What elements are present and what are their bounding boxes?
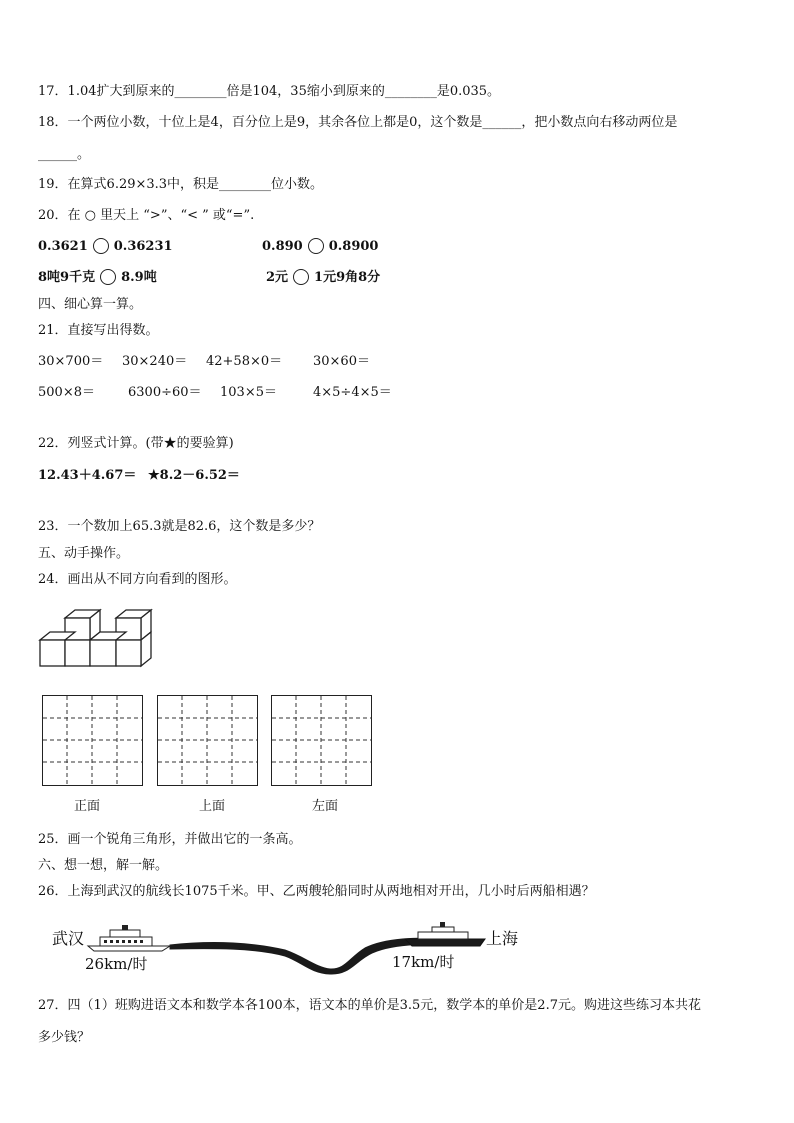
compare-right: 8.9吨: [121, 270, 157, 285]
arith-item: 30×700＝: [38, 354, 104, 369]
vertical-calc-item: ★8.2－6.52＝: [148, 468, 240, 483]
left-speed-label: 26km/时: [85, 955, 148, 973]
arith-item: 30×60＝: [313, 354, 370, 369]
arith-item: 103×5＝: [220, 385, 277, 400]
compare-circle[interactable]: [93, 238, 109, 254]
compare-left: 0.3621: [38, 239, 88, 254]
question-27: 27．四（1）班购进语文本和数学本各100本，语文本的单价是3.5元，数学本的单价是2.7元。购进这些练习本共花: [38, 998, 701, 1013]
section-4-heading: 四、细心算一算。: [38, 297, 143, 312]
question-27-continued: 多少钱？: [38, 1030, 91, 1045]
cube-stack-figure: [38, 608, 153, 668]
arith-item: 4×5÷4×5＝: [313, 385, 392, 400]
question-18-continued: ______。: [38, 147, 91, 162]
shanghai-label: 上海: [486, 929, 519, 948]
top-view-caption: 上面: [199, 799, 226, 814]
compare-item: [266, 269, 380, 287]
question-25: 25．画一个锐角三角形，并做出它的一条高。: [38, 832, 302, 847]
section-6-heading: 六、想一想，解一解。: [38, 858, 169, 873]
question-23: 23．一个数加上65.3就是82.6，这个数是多少？: [38, 519, 321, 534]
left-view-caption: 左面: [312, 799, 339, 814]
question-22: 22．列竖式计算。(带★的要验算): [38, 436, 234, 451]
question-18: 18．一个两位小数，十位上是4，百分位上是9，其余各位上都是0，这个数是______，把小数点向右移动两位是: [38, 115, 678, 130]
question-21: 21．直接写出得数。: [38, 323, 159, 338]
right-speed-label: 17km/时: [392, 953, 455, 971]
compare-right: 0.8900: [328, 239, 379, 254]
question-17: 17．1.04扩大到原来的________倍是104，35缩小到原来的________是0.035。: [38, 84, 501, 99]
arith-item: 30×240＝: [122, 354, 188, 369]
arith-item: 6300÷60＝: [128, 385, 202, 400]
right-ship-icon: [405, 922, 485, 946]
compare-left: 0.890: [262, 239, 303, 254]
compare-circle[interactable]: [100, 269, 116, 285]
top-view-grid[interactable]: [157, 695, 258, 786]
vertical-calc-item: 12.43＋4.67＝: [38, 468, 137, 483]
left-ship-icon: [88, 925, 170, 951]
front-view-grid[interactable]: [42, 695, 143, 786]
wuhan-label: 武汉: [52, 929, 85, 948]
left-view-grid[interactable]: [271, 695, 372, 786]
arith-item: 42+58×0＝: [206, 354, 283, 369]
question-26: 26．上海到武汉的航线长1075千米。甲、乙两艘轮船同时从两地相对开出，几小时后两船相遇？: [38, 884, 595, 899]
compare-left: 8吨9千克: [38, 270, 96, 285]
arith-item: 500×8＝: [38, 385, 95, 400]
section-5-heading: 五、动手操作。: [38, 546, 130, 561]
compare-circle[interactable]: [293, 269, 309, 285]
compare-right: 1元9角8分: [314, 270, 381, 285]
compare-item: [38, 238, 173, 256]
question-24: 24．画出从不同方向看到的图形。: [38, 572, 237, 587]
compare-item: [38, 269, 157, 287]
question-20: 20．在 ○ 里天上 “>”、“< ” 或“=”.: [38, 208, 255, 223]
compare-left: 2元: [266, 270, 289, 285]
question-19: 19．在算式6.29×3.3中，积是________位小数。: [38, 177, 324, 192]
front-view-caption: 正面: [74, 799, 101, 814]
compare-item: [262, 238, 378, 256]
compare-right: 0.36231: [113, 239, 173, 254]
compare-circle[interactable]: [308, 238, 324, 254]
